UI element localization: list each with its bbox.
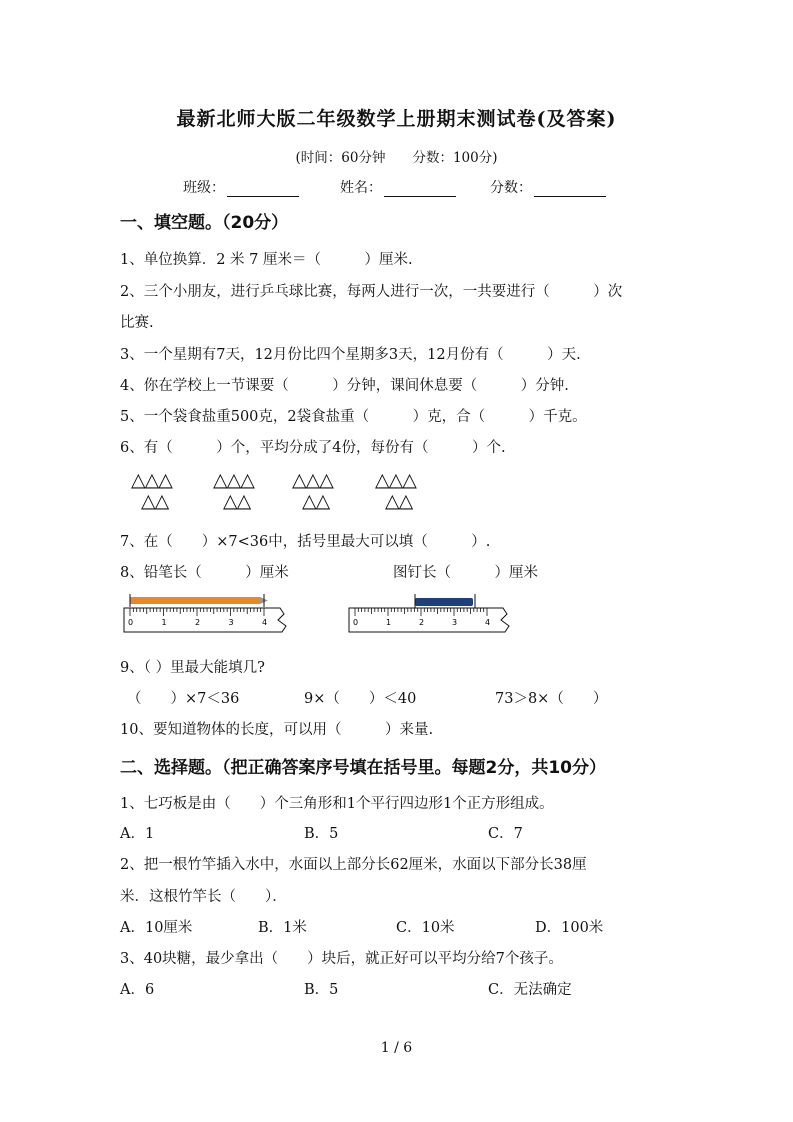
ruler-tick-label: 2 [419, 618, 425, 627]
ruler-tick-label: 4 [485, 618, 491, 627]
s2-q2-option-b[interactable]: B．1米 [258, 920, 307, 936]
s2-q3-option-c[interactable]: C．无法确定 [488, 982, 572, 998]
section1-heading: 一、填空题。（20分） [120, 213, 289, 233]
triangle-row-bottom: △△ [302, 490, 330, 512]
s1-question-2-line1: 2、三个小朋友，进行乒乓球比赛，每两人进行一次，一共要进行（ ）次 [120, 284, 623, 300]
s2-q2-option-c[interactable]: C．10米 [396, 920, 455, 936]
s2-q1-option-a[interactable]: A．1 [120, 826, 155, 842]
class-blank[interactable] [227, 182, 299, 197]
pencil-body [130, 597, 260, 604]
s2-q3-option-b[interactable]: B．5 [304, 982, 339, 998]
triangle-row-top: △△△ [292, 469, 333, 491]
s2-q1-option-b[interactable]: B．5 [304, 826, 339, 842]
s1-question-7: 7、在（ ）×7<36中，括号里最大可以填（ ）. [120, 534, 491, 550]
name-blank[interactable] [384, 182, 456, 197]
triangle-row-top: △△△ [213, 469, 254, 491]
score-label: 分数： [490, 180, 532, 196]
triangle-row-top: △△△ [131, 469, 172, 491]
triangle-row-bottom: △△ [385, 490, 413, 512]
class-field [183, 177, 299, 197]
s2-question-2-line2: 米．这根竹竿长（ ）． [120, 889, 287, 905]
s1-question-8-pencil: 8、铅笔长（ ）厘米 [120, 565, 289, 581]
s1-question-10: 10、要知道物体的长度，可以用（ ）来量. [120, 722, 434, 738]
s1-question-6: 6、有（ ）个，平均分成了4份，每份有（ ）个. [120, 440, 506, 456]
ruler-tick-label: 1 [386, 618, 392, 627]
s1-question-8-pin: 图钉长（ ）厘米 [393, 565, 538, 581]
s1-question-3: 3、一个星期有7天，12月份比四个星期多3天，12月份有（ ）天. [120, 347, 581, 363]
s2-q1-option-c[interactable]: C．7 [488, 826, 523, 842]
s1-question-9-a: （ ）×7＜36 [127, 691, 240, 707]
page-number: 1 / 6 [380, 1040, 413, 1056]
s2-q2-option-d[interactable]: D．100米 [535, 920, 604, 936]
class-label: 班级： [183, 180, 225, 196]
score-field [490, 177, 606, 197]
triangle-row-bottom: △△ [223, 490, 251, 512]
s1-question-4: 4、你在学校上一节课要（ ）分钟，课间休息要（ ）分钟. [120, 378, 569, 394]
s1-question-9-c: 73＞8×（ ） [495, 691, 608, 707]
ruler-tick-label: 3 [228, 618, 234, 627]
ruler-tick-label: 2 [195, 618, 201, 627]
s2-question-3: 3、40块糖，最少拿出（ ）块后，就正好可以平均分给7个孩子。 [120, 951, 563, 967]
s1-question-2-line2: 比赛. [120, 315, 154, 331]
score-blank[interactable] [534, 182, 606, 197]
triangle-row-top: △△△ [375, 469, 416, 491]
section2-heading: 二、选择题。（把正确答案序号填在括号里。每题2分，共10分） [120, 758, 606, 778]
ruler-tick-label: 0 [128, 618, 134, 627]
pin-ruler-figure [343, 590, 523, 640]
name-label: 姓名： [340, 180, 382, 196]
s1-question-9: 9、（ ）里最大能填几? [120, 660, 265, 676]
ruler-tick-label: 3 [452, 618, 458, 627]
ruler-tick-label: 4 [262, 618, 268, 627]
s2-q3-option-a[interactable]: A．6 [120, 982, 155, 998]
s1-question-1: 1、单位换算．2 米 7 厘米＝（ ）厘米. [120, 252, 413, 268]
page-title: 最新北师大版二年级数学上册期末测试卷(及答案) [176, 108, 617, 130]
ruler-tick-label: 0 [353, 618, 359, 627]
s2-question-2-line1: 2、把一根竹竿插入水中，水面以上部分长62厘米，水面以下部分长38厘 [120, 857, 587, 873]
triangle-row-bottom: △△ [141, 490, 169, 512]
ruler-tick-label: 1 [161, 618, 167, 627]
exam-time-score: (时间：60分钟 分数：100分) [295, 150, 498, 166]
name-field [340, 177, 456, 197]
s2-q2-option-a[interactable]: A．10厘米 [120, 920, 193, 936]
pencil-ruler-figure [122, 590, 297, 640]
s1-question-9-b: 9×（ ）＜40 [304, 691, 417, 707]
s2-question-1: 1、七巧板是由（ ）个三角形和1个平行四边形1个正方形组成。 [120, 796, 554, 812]
pin-body [415, 598, 473, 606]
s1-question-5: 5、一个袋食盐重500克，2袋食盐重（ ）克，合（ ）千克。 [120, 409, 587, 425]
